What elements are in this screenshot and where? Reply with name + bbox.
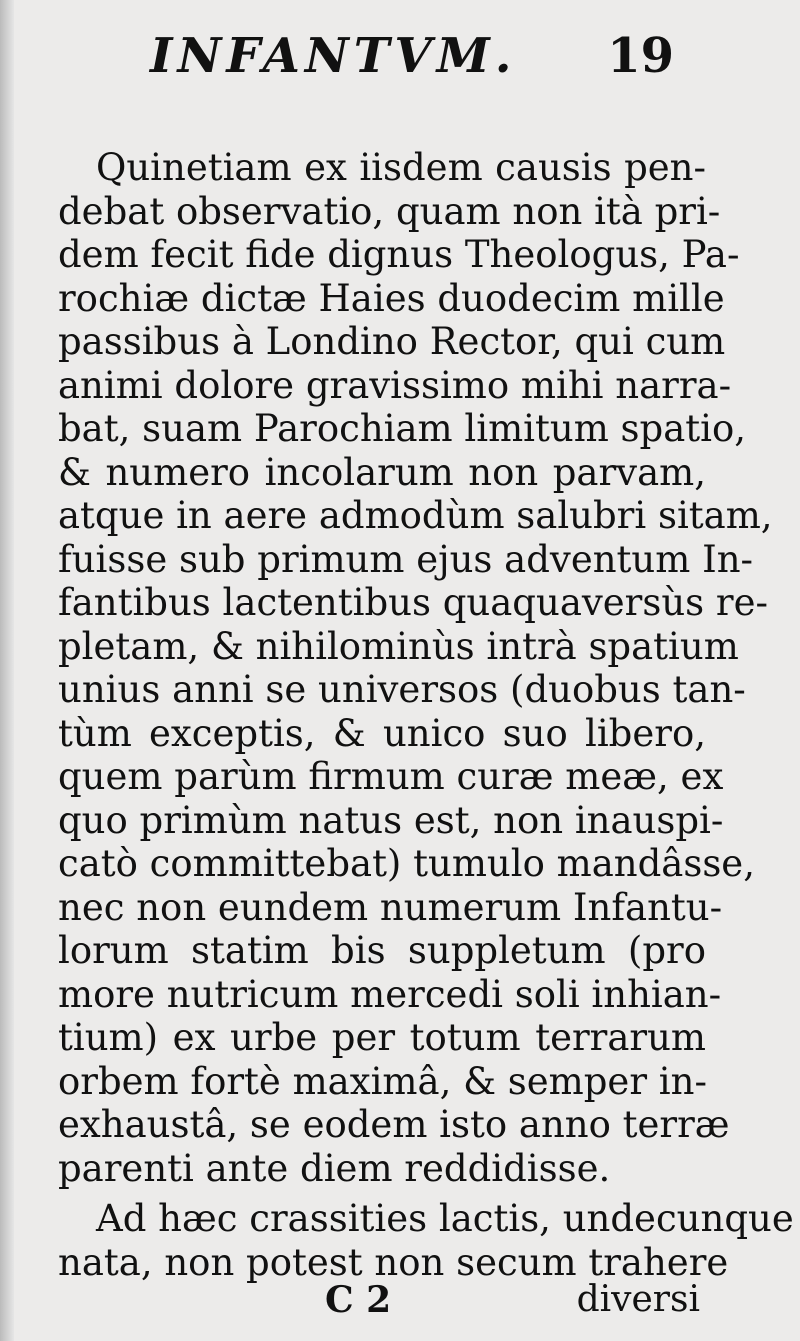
paragraph-2 xyxy=(58,1197,794,1284)
text-line: tium) ex urbe per totum terrarum xyxy=(58,1016,706,1059)
text-line: pletam, & nihilominùs intrà spatium xyxy=(58,624,739,668)
text-line: & numero incolarum non parvam, xyxy=(58,450,706,494)
text-line: nec non eundem numerum Infantu- xyxy=(58,885,723,929)
text-line: parenti ante diem reddidisse. xyxy=(58,1146,611,1190)
text-line: Ad hæc crassities lactis, undecunque xyxy=(96,1197,794,1240)
text-line: tùm exceptis, & unico suo libero, xyxy=(58,711,706,755)
text-line: catò committebat) tumulo mandâsse, xyxy=(58,842,755,885)
text-line: lorum statim bis suppletum (pro xyxy=(58,929,706,972)
text-line: quo primùm natus est, non inauspi- xyxy=(58,798,724,842)
text-line: fuisse sub primum ejus adventum In- xyxy=(58,537,754,581)
text-line: unius anni se universos (duobus tan- xyxy=(58,668,746,711)
text-line: fantibus lactentibus quaquaversùs re- xyxy=(58,581,769,624)
text-line: Quinetiam ex iisdem causis pen- xyxy=(96,146,706,189)
text-line: nata, non potest non secum trahere xyxy=(58,1240,729,1284)
text-line: rochiæ dictæ Haies duodecim mille xyxy=(58,276,725,320)
text-line: more nutricum mercedi soli inhian- xyxy=(58,972,722,1016)
text-line: bat, suam Parochiam limitum spatio, xyxy=(58,407,747,450)
running-head: INFANTVM. xyxy=(150,28,517,84)
text-line: orbem fortè maximâ, & semper in- xyxy=(58,1059,707,1103)
text-line: quem parùm firmum curæ meæ, ex xyxy=(58,755,724,798)
page-gutter-shadow xyxy=(0,0,14,1341)
text-line: atque in aere admodùm salubri sitam, xyxy=(58,494,773,537)
signature-mark: C 2 xyxy=(325,1279,392,1321)
catchword: diversi xyxy=(576,1279,700,1320)
text-line: exhaustâ, se eodem isto anno terræ xyxy=(58,1103,730,1146)
page-number: 19 xyxy=(607,28,674,84)
text-line: passibus à Londino Rector, qui cum xyxy=(58,320,726,363)
text-line: debat observatio, quam non ità pri- xyxy=(58,189,721,233)
text-line: animi dolore gravissimo mihi narra- xyxy=(58,363,732,407)
paragraph-1 xyxy=(58,146,773,1190)
text-line: dem fecit fide dignus Theologus, Pa- xyxy=(58,233,740,276)
